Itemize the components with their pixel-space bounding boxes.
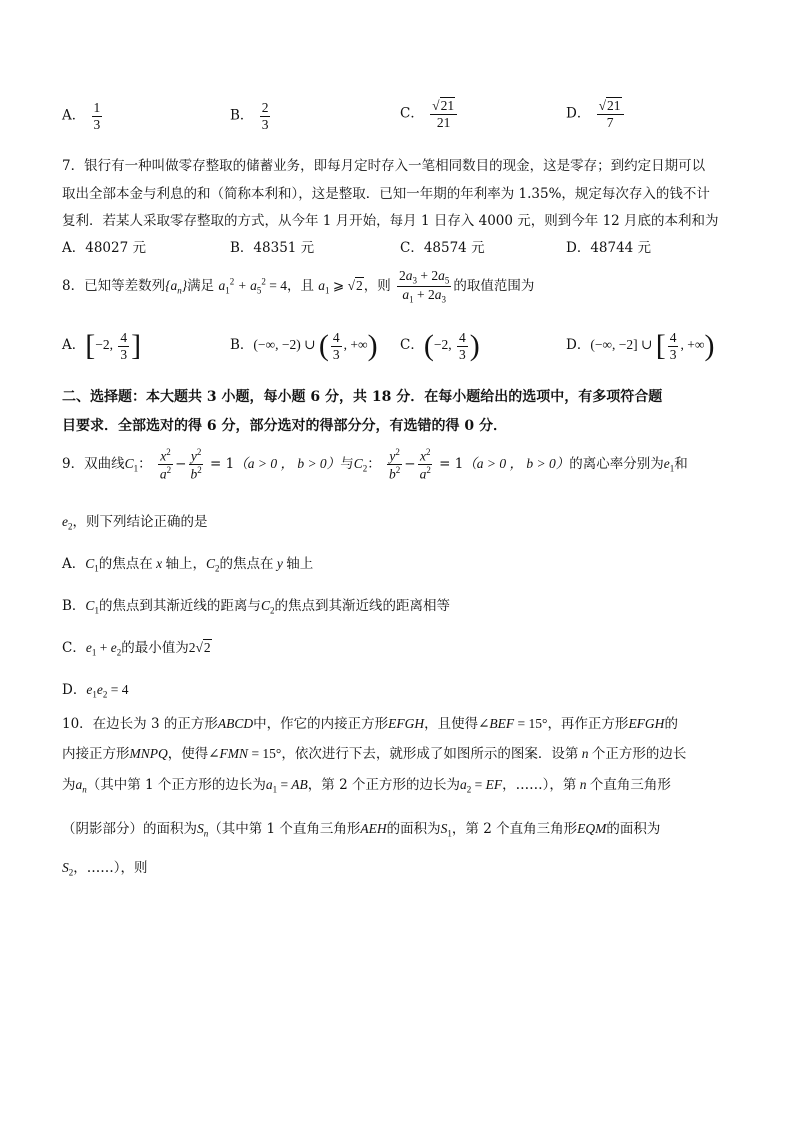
condition-expr: $a_1^2 + a_5^2 = 4$ — [218, 276, 287, 296]
q7-line-3: 复利．若某人采取零存整取的方式，从今年 1 月开始，每月 1 日存入 4000 元，则到今年 12 月底的本利和为 — [62, 213, 719, 229]
q7-option-c: C．48574 元 — [400, 240, 485, 256]
ratio-fraction: $\frac{2a_3 + 2a_5}{a_1 + 2a_3}$ — [399, 268, 450, 305]
q9-option-d: D．$e_1e_2 = 4$ — [62, 682, 129, 700]
q9-option-b: B．$C_1$的焦点到其渐近线的距离与$C_2$的焦点到其渐近线的距离相等 — [62, 598, 450, 616]
fraction-denominator: 21 — [436, 114, 451, 130]
option-label: D． — [566, 105, 591, 122]
curve-c2: $C_2$ — [353, 456, 368, 474]
fraction-x2-a2: $\frac{x^2}{a^2}$ — [419, 447, 431, 482]
sqrt-radicand: 21 — [607, 98, 621, 113]
q8-option-b: B．(−∞, −2) ∪ ( $\frac{4}{3}$ , +∞) — [230, 329, 378, 363]
fraction-denominator: 3 — [261, 116, 269, 132]
q7-option-d: D．48744 元 — [566, 240, 652, 256]
q8-option-d: D．(−∞, −2] ∪ [ $\frac{4}{3}$ , +∞) — [566, 329, 715, 363]
q7-option-a: A．48027 元 — [62, 240, 146, 256]
fraction-denominator: 7 — [606, 114, 614, 130]
q10-line-4: （阴影部分）的面积为$S_n$（其中第 1 个直角三角形AEH的面积为$S_1$，第 2 个直角三角形EQM的面积为 — [62, 821, 661, 839]
fraction-denominator: 3 — [93, 116, 101, 132]
option-label: A． — [62, 107, 86, 124]
q8-prefix: 8．已知等差数列 — [62, 278, 166, 295]
fraction-numerator: 1 — [93, 100, 101, 115]
option-label: B． — [230, 107, 254, 124]
sqrt-radicand: 21 — [440, 98, 455, 113]
q7-line-1: 7．银行有一种叫做零存整取的储蓄业务，即每月定时存入一笔相同数目的现金，这是零存；到约定日期可以 — [62, 158, 706, 174]
q10-line-2: 内接正方形MNPQ，使得∠FMN = 15°，依次进行下去，就形成了如图所示的图案．设第 n 个正方形的边长 — [62, 746, 687, 762]
curve-c1: $C_1$ — [124, 456, 139, 474]
fraction-numerator: 2 — [261, 100, 269, 115]
fraction-y2-b2: $\frac{y^2}{b^2}$ — [389, 447, 401, 482]
q6-option-d — [566, 98, 626, 130]
q6-option-c — [400, 98, 459, 130]
q9-line-2: $e_2$，则下列结论正确的是 — [62, 514, 208, 532]
q8-mid2: ，且 — [286, 278, 314, 295]
q8-stem — [62, 268, 534, 305]
q6-option-b — [230, 100, 272, 132]
fraction-y2-b2: $\frac{y^2}{b^2}$ — [190, 447, 202, 482]
q10-line-1: 10．在边长为 3 的正方形ABCD中，作它的内接正方形EFGH，且使得∠BEF = 15°，再作正方形EFGH的 — [62, 716, 678, 732]
q7-line-2: 取出全部本金与利息的和（简称本利和），这是整取．已知一年期的年利率为 1.35%，规定每次存入的钱不计 — [62, 186, 710, 202]
q9-option-c: C．$e_1 + e_2$的最小值为2√2 — [62, 640, 211, 658]
q7-option-b: B．48351 元 — [230, 240, 315, 256]
q8-mid3: ，则 — [363, 278, 391, 295]
sqrt-symbol: √21 — [598, 98, 621, 113]
q8-option-c: C．(−2, $\frac{4}{3}$ ) — [400, 329, 480, 363]
sequence-notation: $\{a_n\}$ — [165, 278, 188, 296]
q8-mid1: 满足 — [187, 278, 215, 295]
q8-suffix: 的取值范围为 — [453, 278, 535, 295]
section-2-line-1: 二、选择题：本大题共 3 小题，每小题 6 分，共 18 分．在每小题给出的选项中，有多项符合题 — [62, 389, 663, 405]
q10-line-3: 为$a_n$（其中第 1 个正方形的边长为$a_1$ = AB，第 2 个正方形的边长为$a_2$ = EF，……），第 n 个直角三角形 — [62, 777, 671, 795]
inequality-expr: $a_1$ ⩾ √2 — [318, 278, 363, 296]
option-label: C． — [400, 105, 424, 122]
q8-option-a: A．[−2, $\frac{4}{3}$ ] — [62, 329, 142, 363]
sqrt-symbol: √21 — [432, 98, 455, 113]
fraction-x2-a2: $\frac{x^2}{a^2}$ — [159, 447, 172, 482]
section-2-line-2: 目要求．全部选对的得 6 分，部分选对的得部分分，有选错的得 0 分． — [62, 418, 507, 434]
q6-option-a — [62, 100, 104, 132]
q9-option-a: A．$C_1$的焦点在 x 轴上，$C_2$的焦点在 y 轴上 — [62, 556, 314, 574]
q9-stem: 9．双曲线$C_1$： $\frac{x^2}{a^2}$ − $\frac{y^2}{b^2}$ = 1（a > 0 ， b > 0）与$C_2$： $\frac{y^2}{b^2}$ − $\frac{x^2}{a^2}$ = 1（a > 0 ， b > 0）的离心率分别为$e_1$和 — [62, 447, 688, 482]
q10-line-5: $S_2$，……），则 — [62, 860, 148, 878]
